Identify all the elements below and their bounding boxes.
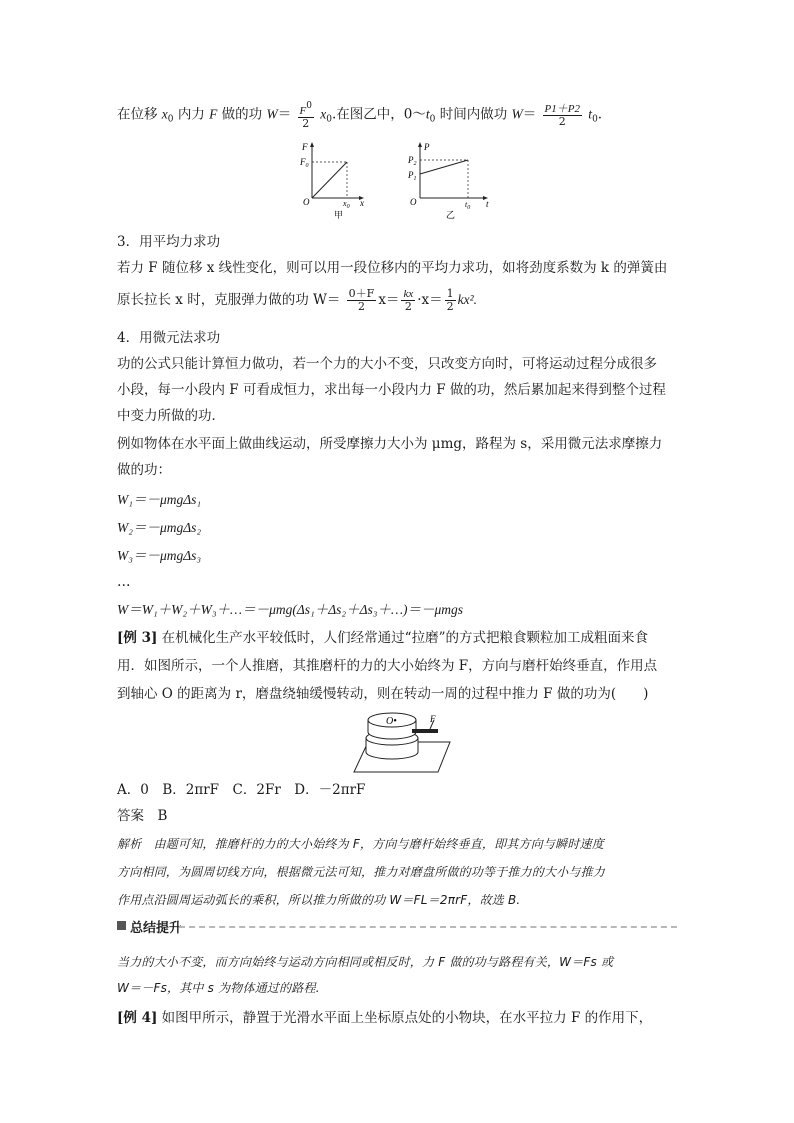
subscript: 0 [167, 114, 174, 125]
equals: ＝ [522, 106, 537, 123]
origin-label: O [410, 197, 417, 207]
math-var: W [511, 106, 523, 122]
text: . [597, 106, 603, 123]
text: 做的功 [221, 106, 263, 123]
y-axis-arrow [418, 142, 422, 147]
axis-label-t: t [486, 199, 489, 209]
frac-den: 2 [558, 114, 566, 128]
math-var: x [161, 106, 168, 122]
frac-den: 2 [404, 300, 412, 313]
equation-w1: W₁＝－μmgΔs₁ [117, 492, 202, 507]
example4-p1 [117, 1008, 652, 1028]
summary-header [117, 917, 677, 935]
spring-work-formula [117, 288, 477, 313]
axis-label-P: P [424, 142, 430, 152]
paragraph: 到轴心 O 的距离为 r，磨盘绕轴缓慢转动，则在转动一周的过程中推力 F 做的功为( ) [117, 686, 649, 702]
linear-line [312, 162, 347, 198]
graph-jia [300, 140, 370, 220]
subscript: 0 [592, 114, 598, 125]
paragraph: 中变力所做的功． [117, 408, 225, 424]
label-P2: $P_2$ [408, 155, 417, 167]
math-var: W [266, 106, 278, 122]
caption-yi: 乙 [446, 210, 456, 220]
fraction [347, 288, 377, 313]
analysis-line: 解析 由题可知，推磨杆的力的大小始终为 F，方向与磨杆始终垂直，即其方向与瞬时速度 [117, 837, 604, 851]
axis-label-F: F [302, 142, 308, 152]
equation-w2: W₂＝－μmgΔs₂ [117, 520, 202, 535]
section-heading: 3．用平均力求功 [117, 234, 221, 250]
equation-sum: W＝W₁＋W₂＋W₃＋…＝－μmg(Δs₁＋Δs₂＋Δs₃＋…)＝－μmgs [117, 602, 463, 617]
math-var: F [209, 106, 218, 122]
analysis-line: 作用点沿圆周运动弧长的乘积，所以推力所做的功 W＝FL＝2πrF，故选 B. [117, 893, 521, 907]
subscript: 0 [326, 114, 333, 125]
fraction-f0-over-2 [298, 100, 314, 130]
equation-w3: W₃＝－μmgΔs₃ [117, 548, 202, 563]
subscript: 0 [429, 114, 436, 125]
text: 时间内做功 [439, 106, 508, 123]
label-F0: $F_0$ [300, 157, 309, 169]
answer-options: A．0 B．2πrF C．2Fr D．－2πrF [117, 782, 366, 798]
section-heading: 4．用微元法求功 [117, 330, 221, 346]
math-var: t [425, 106, 430, 122]
millstone-figure [350, 710, 460, 775]
frac-den: 2 [357, 300, 365, 313]
text: 如图甲所示，静置于光滑水平面上坐标原点处的小物块，在水平拉力 F 的作用下， [161, 1010, 653, 1026]
answer: 答案 B [117, 808, 168, 824]
frac-num: 1 [446, 287, 454, 300]
math-var: x [320, 106, 327, 122]
summary-title: 总结提升 [130, 921, 183, 936]
label-O: O• [386, 716, 397, 727]
text: x＝ [378, 292, 400, 308]
caption-jia: 甲 [334, 210, 344, 220]
paragraph: 例如物体在水平面上做曲线运动，所受摩擦力大小为 μmg，路程为 s，采用微元法求摩擦力 [117, 436, 663, 452]
paragraph: 小段，每一小段内 F 可看成恒力，求出每一小段内力 F 做的功，然后累加起来得到整个过程 [117, 382, 666, 398]
example3-p1 [117, 628, 648, 648]
ellipsis: … [117, 574, 131, 590]
text: 原长拉长 x 时，克服弹力做的功 W＝ [117, 292, 341, 308]
label-x0: $x_0$ [343, 199, 350, 210]
frac-den: 2 [302, 117, 310, 130]
text: .在图乙中，0～ [332, 106, 426, 123]
paragraph: 用．如图所示，一个人推磨，其推磨杆的力的大小始终为 F，方向与磨杆始终垂直，作用点 [117, 658, 658, 674]
work-formula-line [117, 100, 602, 130]
text: 内力 [177, 106, 205, 123]
paragraph: 做的功： [117, 462, 171, 478]
math-var: t [588, 106, 593, 122]
frac-den: 2 [446, 300, 454, 313]
paragraph: 若力 F 随位移 x 线性变化，则可以用一段位移内的平均力求功，如将劲度系数为 k 的弹簧由 [117, 260, 668, 276]
origin-label: O [303, 197, 310, 207]
text: 在机械化生产水平较低时，人们经常通过“拉磨”的方式把粮食颗粒加工成粗面来食 [161, 630, 648, 646]
summary-text: W＝－Fs，其中 s 为物体通过的路程. [117, 981, 320, 995]
axis-label-x: x [360, 198, 364, 208]
analysis-line: 方向相同，为圆周切线方向，根据微元法可知，推力对磨盘所做的功等于推力的大小与推力 [117, 865, 606, 879]
frac-num: F [299, 105, 307, 117]
summary-text: 当力的大小不变，而方向始终与运动方向相同或相反时，力 F 做的功与路程有关，W＝Fs 或 [117, 955, 614, 969]
text: 在位移 [117, 106, 158, 123]
linear-line [420, 160, 468, 174]
text: kx². [457, 292, 478, 307]
example-tag: [例 3] [117, 630, 158, 646]
frac-num: P1＋P2 [544, 102, 580, 115]
fraction-p1p2-over-2 [543, 103, 582, 128]
equals: ＝ [277, 106, 292, 123]
y-axis-arrow [310, 142, 314, 147]
fraction [445, 288, 456, 313]
fraction [401, 288, 415, 313]
label-P1: $P_1$ [408, 170, 417, 182]
label-F: F [430, 714, 436, 724]
sup: 0 [306, 101, 312, 111]
graph-yi [406, 140, 496, 220]
dashed-divider [179, 926, 677, 928]
paragraph: 功的公式只能计算恒力做功，若一个力的大小不变，只改变方向时，可将运动过程分成很多 [117, 356, 657, 372]
frac-num: kx [403, 288, 414, 300]
example-tag: [例 4] [117, 1010, 158, 1026]
frac-num: 0＋F [348, 287, 375, 300]
label-t0: $t_0$ [465, 200, 471, 211]
square-icon [117, 921, 126, 930]
push-rod [412, 729, 438, 733]
text: ·x＝ [417, 292, 443, 308]
